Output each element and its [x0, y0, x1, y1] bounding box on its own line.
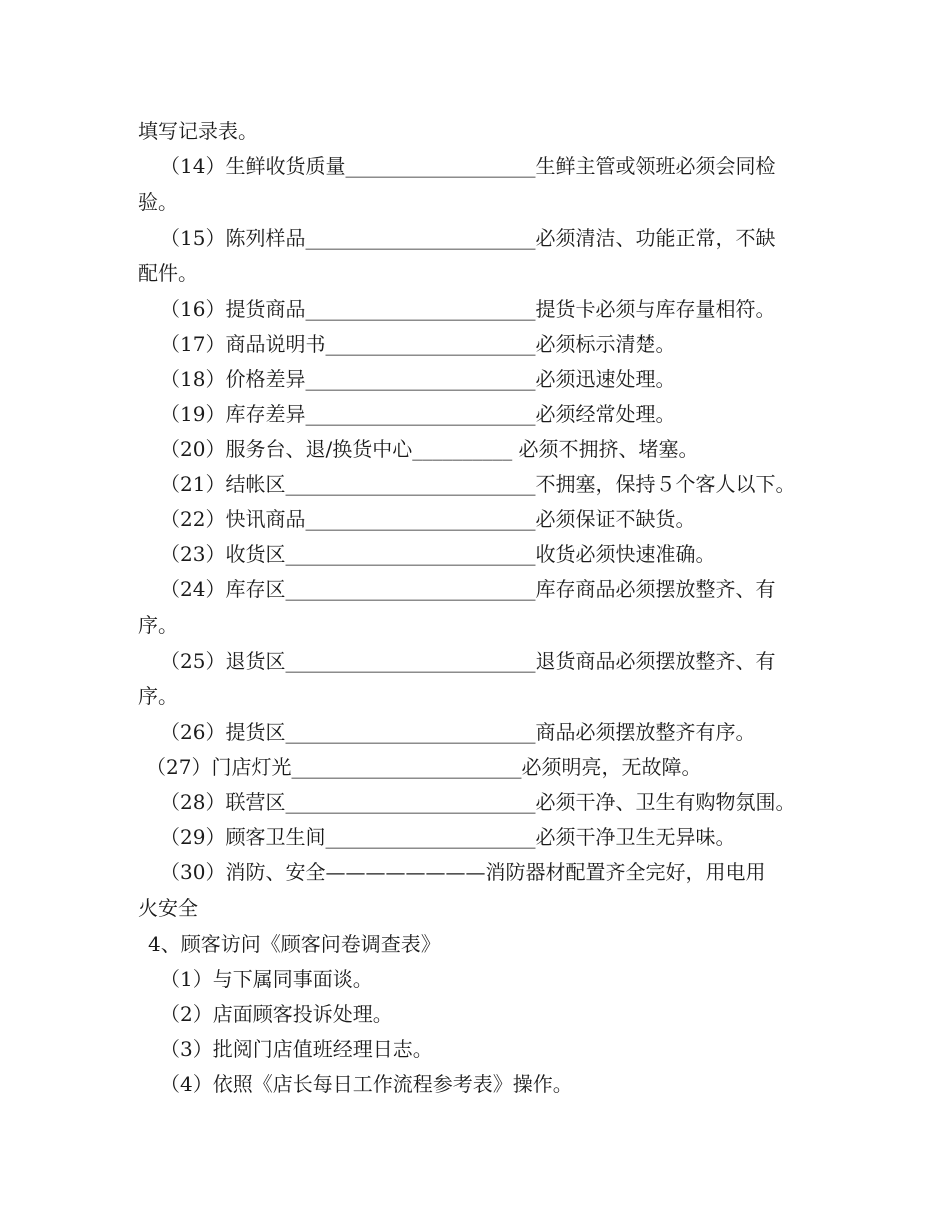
opening-continuation: 填写记录表。: [138, 119, 258, 143]
section-4-item-1: [160, 966, 373, 992]
list-item-21: [160, 471, 795, 497]
item-text: 退货区_________________________退货商品必须摆放整齐、有: [225, 649, 776, 673]
list-item-29: [160, 824, 735, 850]
item-text: 库存差异_______________________必须经常处理。: [225, 402, 676, 426]
item-number: （17）: [160, 332, 226, 356]
item-number: （25）: [160, 649, 226, 673]
item-number: （4）: [160, 1072, 213, 1096]
list-item-14-continuation: 验。: [138, 190, 178, 214]
list-item-16: [160, 296, 775, 322]
list-item-20: [160, 436, 699, 462]
item-number: （22）: [160, 507, 226, 531]
list-item-18: [160, 366, 675, 392]
item-text: 依照《店长每日工作流程参考表》操作。: [212, 1072, 573, 1096]
item-number: （30）: [160, 860, 226, 884]
item-text: 批阅门店值班经理日志。: [212, 1037, 433, 1061]
item-number: （23）: [160, 542, 226, 566]
item-text: 服务台、退/换货中心__________ 必须不拥挤、堵塞。: [225, 437, 699, 461]
item-number: （1）: [160, 967, 213, 991]
list-item-25: [160, 648, 775, 674]
item-number: （21）: [160, 472, 226, 496]
list-item-30: [160, 859, 765, 885]
list-item-25-continuation: 序。: [138, 684, 178, 708]
item-number: （27）: [146, 755, 212, 779]
list-item-27: [146, 754, 701, 780]
item-number: （19）: [160, 402, 226, 426]
item-text: 消防、安全————————消防器材配置齐全完好，用电用: [225, 860, 766, 884]
item-text: 结帐区_________________________不拥塞，保持５个客人以下。: [225, 472, 796, 496]
item-number: （26）: [160, 720, 226, 744]
list-item-23: [160, 541, 715, 567]
item-text: 快讯商品_______________________必须保证不缺货。: [225, 507, 696, 531]
item-number: （20）: [160, 437, 226, 461]
item-text: 收货区_________________________收货必须快速准确。: [225, 542, 716, 566]
item-number: （29）: [160, 825, 226, 849]
section-4-item-2: [160, 1001, 393, 1027]
item-number: （16）: [160, 297, 226, 321]
item-text: 库存区_________________________库存商品必须摆放整齐、有: [225, 577, 776, 601]
list-item-15: [160, 225, 775, 251]
item-text: 与下属同事面谈。: [212, 967, 373, 991]
list-item-24: [160, 576, 775, 602]
item-number: （28）: [160, 790, 226, 814]
list-item-14: [160, 153, 775, 179]
list-item-26: [160, 719, 755, 745]
item-number: （24）: [160, 577, 226, 601]
section-4-heading: 4、顾客访问《顾客问卷调查表》: [148, 932, 441, 956]
section-4-item-3: [160, 1036, 433, 1062]
item-number: （2）: [160, 1002, 213, 1026]
list-item-17: [160, 331, 675, 357]
item-text: 提货区_________________________商品必须摆放整齐有序。: [225, 720, 756, 744]
list-item-30-continuation: 火安全: [138, 896, 198, 920]
item-number: （15）: [160, 226, 226, 250]
item-text: 价格差异_______________________必须迅速处理。: [225, 367, 676, 391]
list-item-22: [160, 506, 695, 532]
item-text: 生鲜收货质量___________________生鲜主管或领班必须会同检: [225, 154, 776, 178]
section-4-item-4: [160, 1071, 573, 1097]
list-item-24-continuation: 序。: [138, 613, 178, 637]
item-number: （14）: [160, 154, 226, 178]
item-text: 门店灯光_______________________必须明亮，无故障。: [211, 755, 702, 779]
item-number: （3）: [160, 1037, 213, 1061]
list-item-19: [160, 401, 675, 427]
item-text: 提货商品_______________________提货卡必须与库存量相符。: [225, 297, 776, 321]
item-text: 店面顾客投诉处理。: [212, 1002, 393, 1026]
item-text: 陈列样品_______________________必须清洁、功能正常，不缺: [225, 226, 776, 250]
list-item-28: [160, 789, 795, 815]
item-number: （18）: [160, 367, 226, 391]
item-text: 顾客卫生间_____________________必须干净卫生无异味。: [225, 825, 736, 849]
item-text: 联营区_________________________必须干净、卫生有购物氛围。: [225, 790, 796, 814]
item-text: 商品说明书_____________________必须标示清楚。: [225, 332, 676, 356]
list-item-15-continuation: 配件。: [138, 261, 198, 285]
